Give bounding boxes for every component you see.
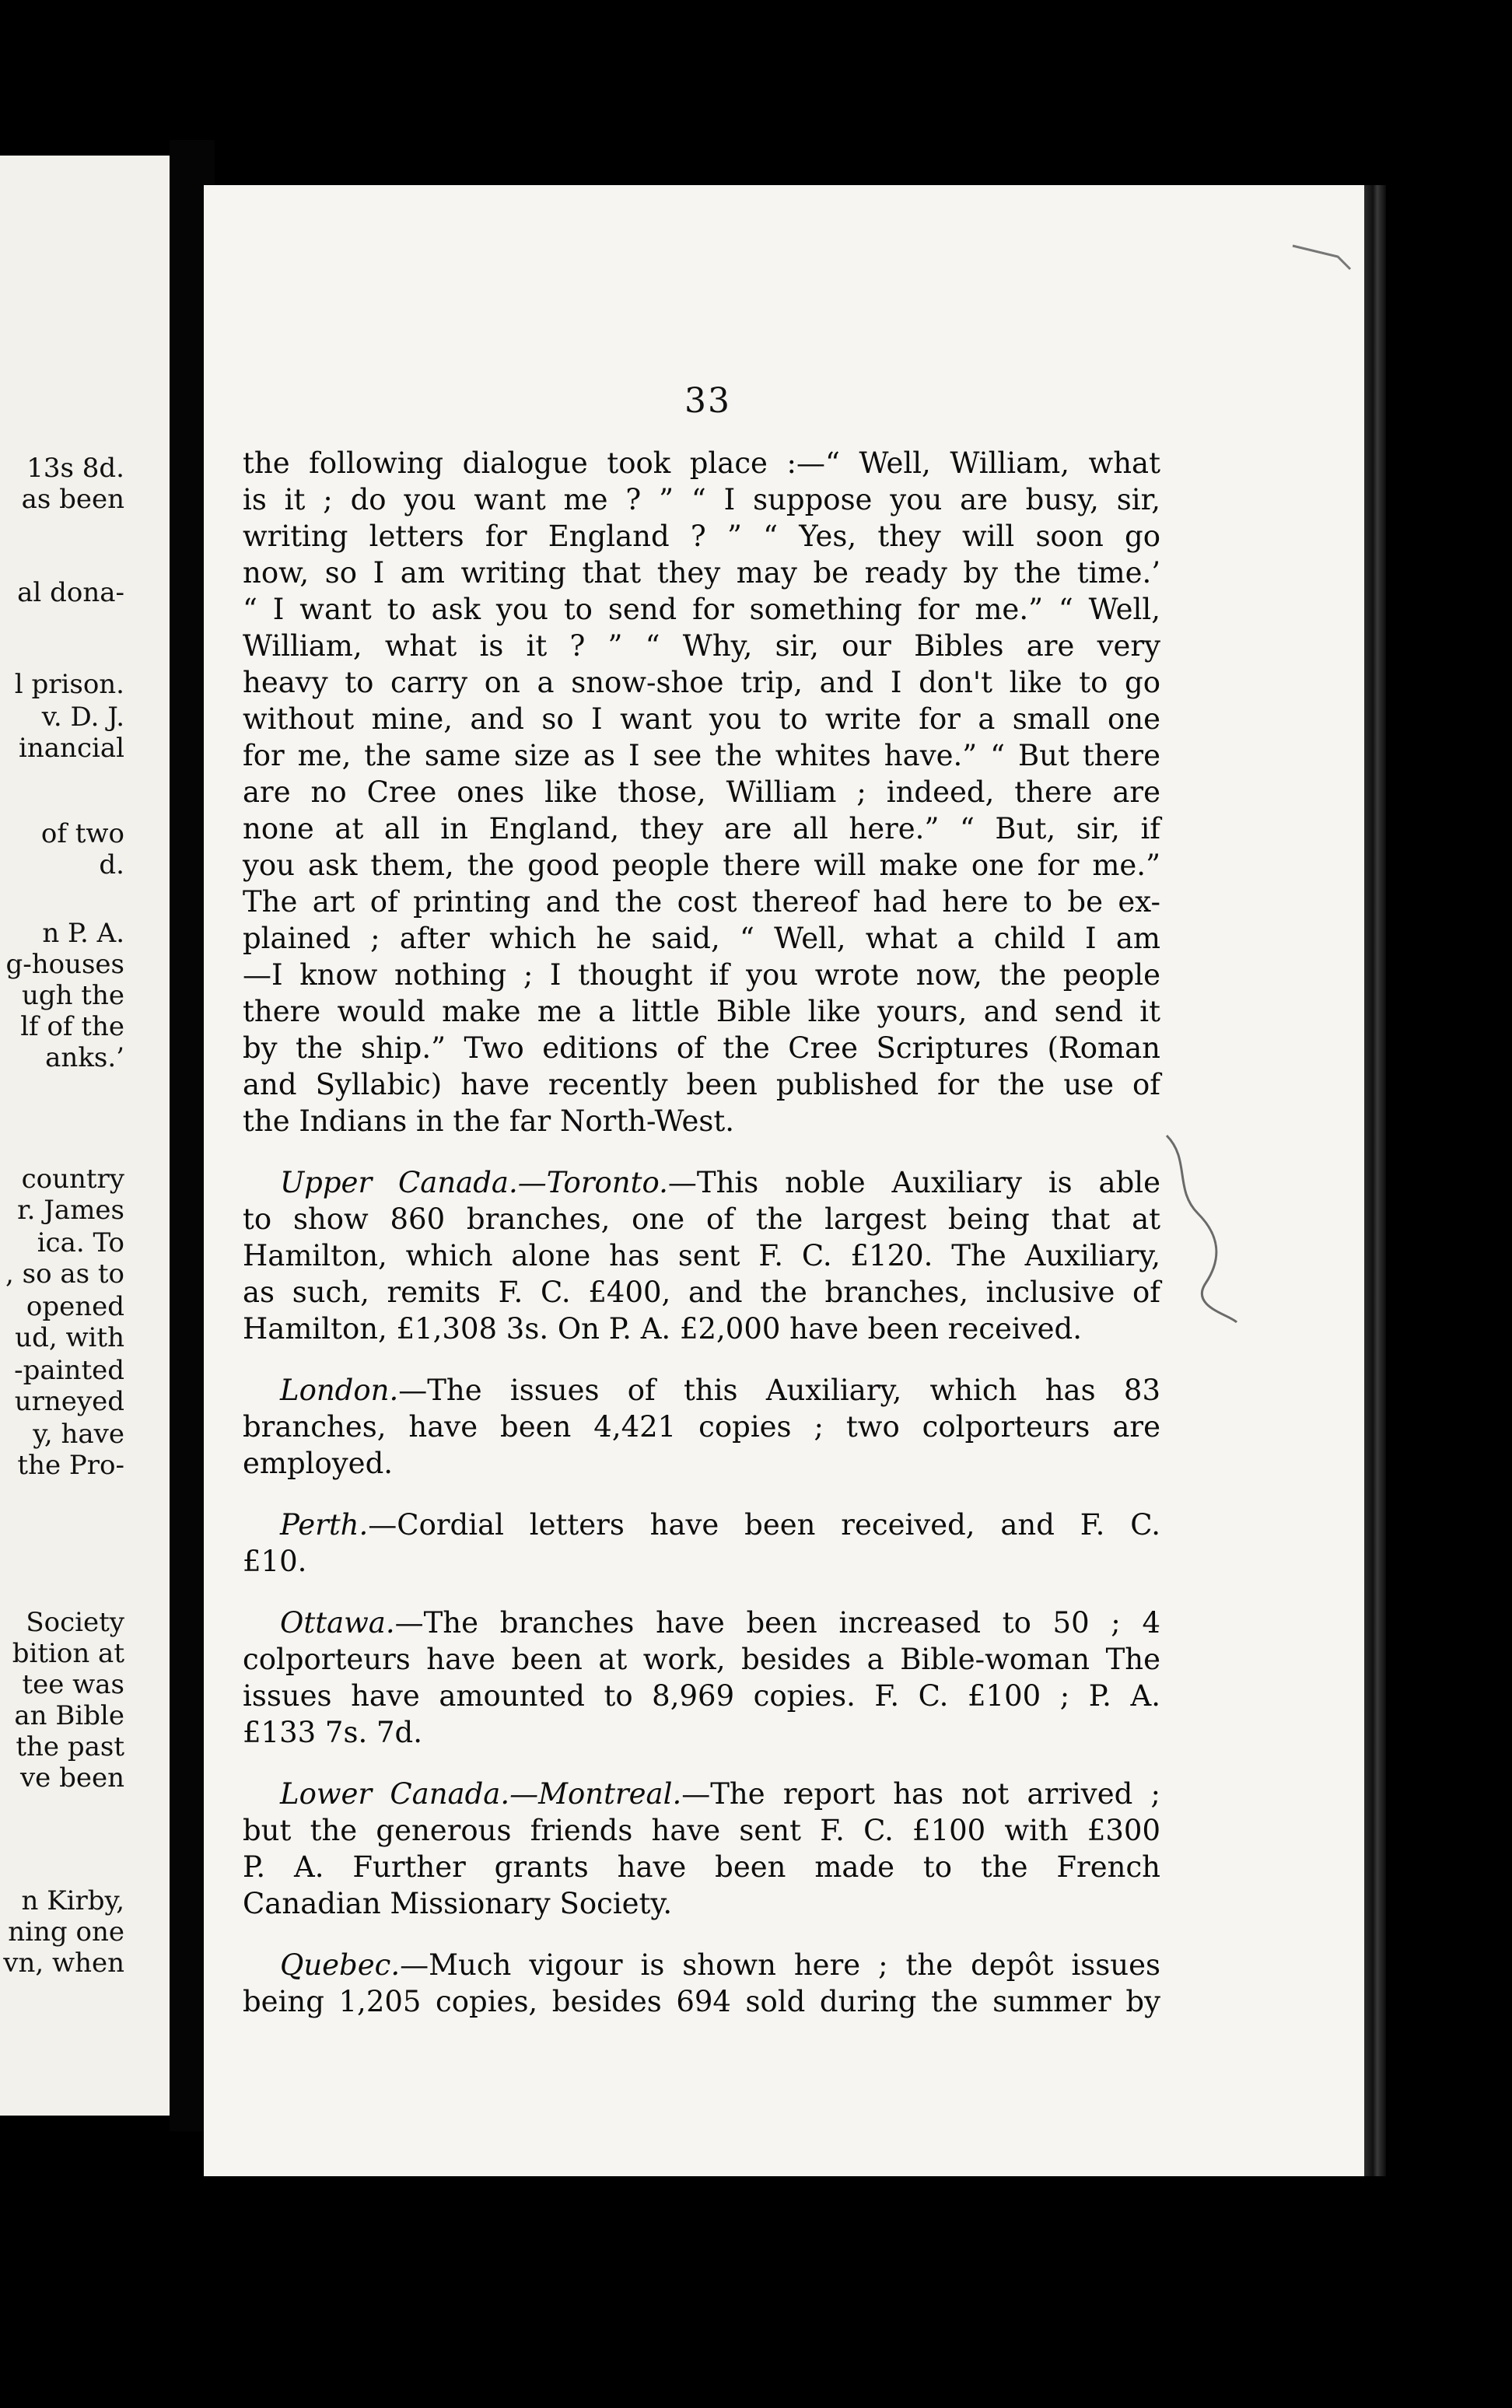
left-page-line: opened: [26, 1291, 124, 1322]
text-run: —Much vigour is shown here ; the depôt issues: [400, 1948, 1160, 1982]
page-corner-mark: [1291, 241, 1353, 272]
text-line: heavy to carry on a snow-shoe trip, and I don't like to go: [243, 666, 1160, 699]
left-page-line: ugh the: [21, 980, 124, 1011]
text-line: William, what is it ? ” “ Why, sir, our Bibles are very: [243, 629, 1160, 663]
text-line: to show 860 branches, one of the largest being that at: [243, 1202, 1160, 1236]
paragraph: [243, 1507, 1160, 1580]
text-line: £133 7s. 7d.: [243, 1716, 422, 1749]
text-line: the Indians in the far North-West.: [243, 1104, 734, 1138]
left-page-line: n Kirby,: [21, 1885, 124, 1916]
section-heading: London.: [280, 1374, 399, 1407]
paragraph: [243, 1947, 1160, 2020]
left-page-line: l prison.: [14, 669, 124, 700]
text-line: Hamilton, which alone has sent F. C. £120. The Auxiliary,: [243, 1239, 1160, 1272]
margin-scribble: [1159, 1128, 1244, 1330]
text-line: branches, have been 4,421 copies ; two colporteurs are: [243, 1410, 1160, 1444]
text-run: —Cordial letters have been received, and F. C.: [368, 1508, 1160, 1542]
text-line: P. A. Further grants have been made to the French: [243, 1850, 1160, 1884]
paragraph: [243, 445, 1160, 1139]
left-page-line: the Pro-: [17, 1450, 124, 1481]
left-page-line: n P. A.: [42, 918, 124, 949]
section-heading: Lower Canada.—Montreal.: [280, 1777, 682, 1811]
paragraph: [243, 1164, 1160, 1347]
text-line: Hamilton, £1,308 3s. On P. A. £2,000 have been received.: [243, 1312, 1082, 1346]
text-line: [243, 1947, 1160, 1983]
text-line: colporteurs have been at work, besides a Bible-woman The: [243, 1643, 1160, 1676]
left-page-line: of two: [40, 818, 124, 849]
left-page-line: -painted: [14, 1355, 124, 1386]
text-line: writing letters for England ? ” “ Yes, they will soon go: [243, 520, 1160, 553]
left-page-line: as been: [21, 484, 124, 515]
text-line: for me, the same size as I see the whites have.” “ But there: [243, 739, 1160, 772]
left-page-line: y, have: [33, 1419, 124, 1450]
text-line: none at all in England, they are all here.” “ But, sir, if: [243, 812, 1160, 845]
left-page-line: inancial: [19, 733, 124, 764]
section-heading: Quebec.: [280, 1948, 401, 1982]
text-line: Canadian Missionary Society.: [243, 1887, 673, 1920]
section-heading: Upper Canada.—Toronto.: [280, 1166, 668, 1199]
left-page-line: the past: [16, 1731, 124, 1762]
text-line: there would make me a little Bible like yours, and send it: [243, 995, 1160, 1028]
left-page-line: , so as to: [5, 1258, 124, 1290]
left-page-line: d.: [99, 849, 124, 880]
text-line: £10.: [243, 1545, 307, 1578]
text-line: without mine, and so I want you to write for a small one: [243, 702, 1160, 736]
left-page-line: v. D. J.: [41, 702, 124, 733]
text-run: —The issues of this Auxiliary, which has 83: [398, 1374, 1160, 1407]
left-page-line: country: [21, 1164, 124, 1195]
text-line: [243, 1605, 1160, 1641]
text-run: —The branches have been increased to 50 ; 4: [394, 1606, 1160, 1640]
left-page-line: ning one: [8, 1916, 124, 1948]
page-edge: [1364, 185, 1386, 2176]
text-line: The art of printing and the cost thereof had here to be ex-: [243, 885, 1160, 919]
text-line: plained ; after which he said, “ Well, what a child I am: [243, 922, 1160, 955]
left-page-line: tee was: [22, 1669, 124, 1700]
paragraph: [243, 1372, 1160, 1482]
left-page-line: an Bible: [14, 1700, 124, 1731]
page-number: 33: [684, 381, 731, 421]
left-page-line: anks.’: [45, 1042, 124, 1073]
text-line: issues have amounted to 8,969 copies. F. C. £100 ; P. A.: [243, 1679, 1160, 1713]
text-line: [243, 1507, 1160, 1543]
text-run: —The report has not arrived ;: [681, 1777, 1160, 1811]
text-line: employed.: [243, 1447, 394, 1480]
left-page-line: urneyed: [14, 1386, 124, 1417]
text-line: are no Cree ones like those, William ; indeed, there are: [243, 775, 1160, 809]
previous-page-fragment: [0, 156, 170, 2116]
left-page-line: ud, with: [15, 1322, 124, 1353]
left-page-line: bition at: [12, 1638, 124, 1669]
text-line: [243, 1164, 1160, 1201]
paragraph: [243, 1776, 1160, 1922]
paragraph: [243, 1605, 1160, 1751]
left-page-line: ica. To: [37, 1227, 124, 1258]
text-run: —This noble Auxiliary is able: [667, 1166, 1160, 1199]
left-page-line: vn, when: [3, 1948, 124, 1979]
left-page-line: g-houses: [5, 949, 124, 980]
section-heading: Perth.: [280, 1508, 369, 1542]
page-text: [243, 445, 1160, 2020]
text-line: is it ; do you want me ? ” “ I suppose you are busy, sir,: [243, 483, 1160, 516]
text-line: you ask them, the good people there will make one for me.”: [243, 849, 1160, 882]
section-heading: Ottawa.: [280, 1606, 395, 1640]
left-page-line: Society: [26, 1607, 124, 1638]
text-line: the following dialogue took place :—“ Well, William, what: [243, 446, 1160, 480]
text-line: by the ship.” Two editions of the Cree Scriptures (Roman: [243, 1031, 1160, 1065]
text-line: but the generous friends have sent F. C. £100 with £300: [243, 1814, 1160, 1847]
left-page-line: al dona-: [17, 577, 124, 608]
text-line: now, so I am writing that they may be ready by the time.’: [243, 556, 1160, 590]
text-line: “ I want to ask you to send for something for me.” “ Well,: [243, 593, 1160, 626]
left-page-line: 13s 8d.: [26, 453, 124, 484]
text-line: [243, 1776, 1160, 1812]
left-page-line: lf of the: [20, 1011, 124, 1042]
text-line: —I know nothing ; I thought if you wrote now, the people: [243, 958, 1160, 992]
text-line: [243, 1372, 1160, 1409]
left-page-line: ve been: [19, 1762, 124, 1794]
left-page-line: r. James: [17, 1195, 124, 1226]
text-line: being 1,205 copies, besides 694 sold during the summer by: [243, 1985, 1160, 2018]
text-line: as such, remits F. C. £400, and the branches, inclusive of: [243, 1276, 1160, 1309]
text-line: and Syllabic) have recently been published for the use of: [243, 1068, 1160, 1101]
